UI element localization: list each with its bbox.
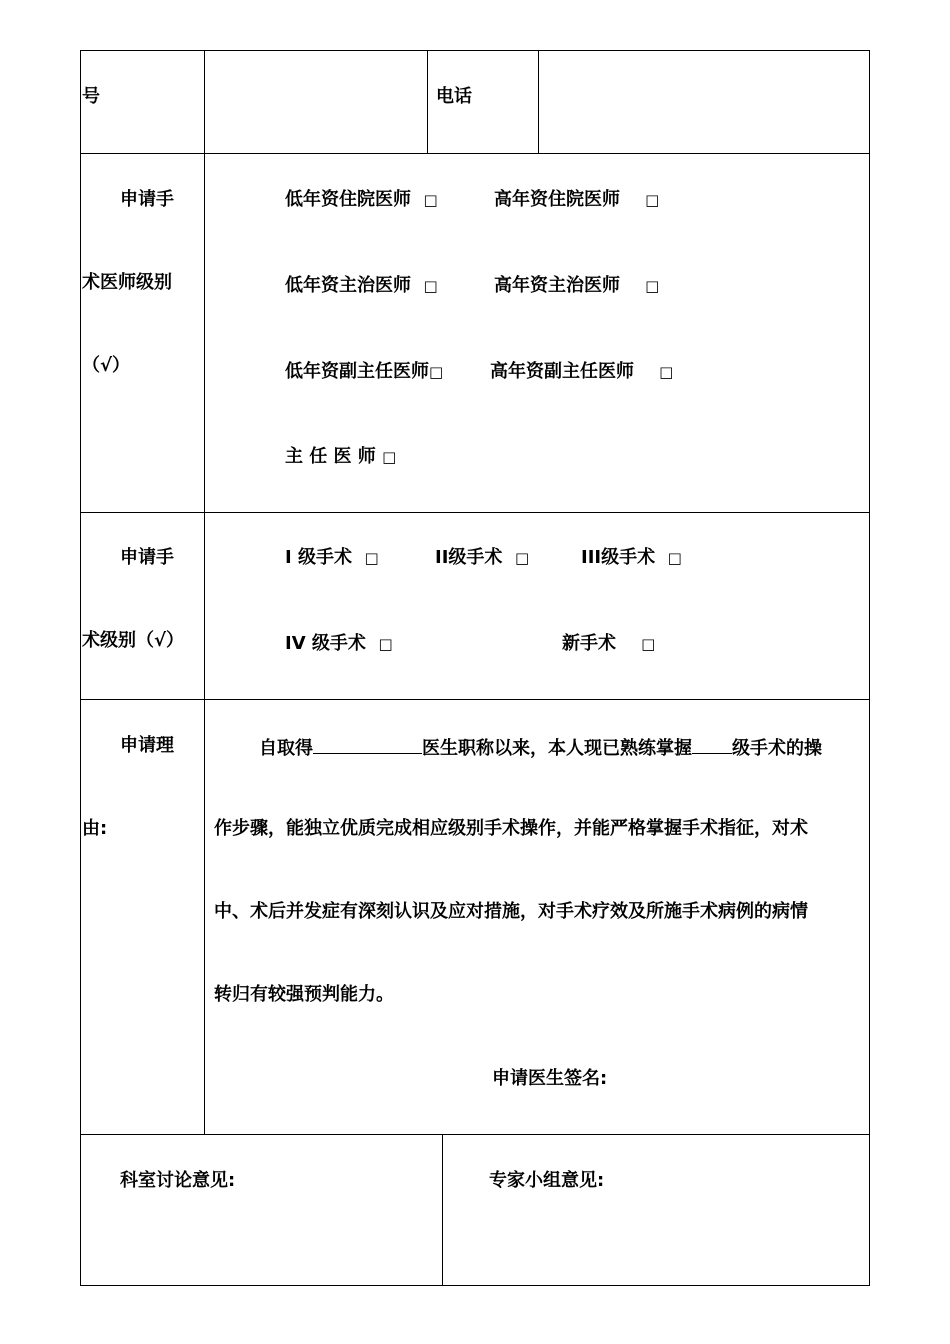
reason-label-line2: 由:: [82, 818, 108, 839]
checkbox[interactable]: □: [429, 363, 444, 381]
table-border-bottom: [80, 1285, 870, 1286]
doctor-level-label-line1: 申请手: [120, 189, 174, 210]
option-label: 低年资住院医师: [285, 189, 411, 210]
reason-paragraph-line1: [259, 735, 822, 760]
checkbox[interactable]: □: [667, 549, 682, 567]
row-divider: [80, 1134, 870, 1135]
doctor-level-option[interactable]: [285, 275, 438, 297]
checkbox[interactable]: □: [641, 635, 656, 653]
option-label: 低年资副主任医师: [285, 361, 429, 382]
checkbox[interactable]: □: [645, 277, 660, 295]
option-label: 新手术: [562, 633, 616, 654]
reason-paragraph-line2: 作步骤，能独立优质完成相应级别手术操作，并能严格掌握手术指征，对术: [214, 818, 808, 839]
doctor-level-option[interactable]: [494, 189, 659, 211]
reason-text: 级手术的操: [732, 738, 822, 759]
column-divider: [538, 50, 539, 153]
column-divider: [442, 1134, 443, 1285]
surgery-level-option[interactable]: [285, 633, 393, 655]
expert-opinion-field[interactable]: [444, 1200, 867, 1283]
doctor-level-option[interactable]: [494, 275, 659, 297]
phone-field[interactable]: [540, 52, 867, 152]
option-label: 高年资副主任医师: [490, 361, 634, 382]
surgery-level-option[interactable]: [581, 547, 682, 569]
option-label: 高年资主治医师: [494, 275, 620, 296]
column-divider: [204, 50, 205, 1134]
checkbox[interactable]: □: [423, 277, 438, 295]
option-label: IV 级手术: [285, 633, 366, 654]
reason-text: 自取得: [259, 738, 313, 759]
reason-label-line1: 申请理: [120, 735, 174, 756]
doctor-level-label-line2: 术医师级别: [82, 272, 172, 293]
department-opinion-field[interactable]: [82, 1200, 440, 1283]
surgery-level-label-line2: 术级别（√）: [82, 630, 185, 651]
reason-paragraph-line3: 中、术后并发症有深刻认识及应对措施，对手术疗效及所施手术病例的病情: [214, 901, 808, 922]
expert-opinion-label: 专家小组意见:: [489, 1170, 605, 1191]
level-blank-field[interactable]: [692, 735, 732, 754]
surgery-level-label-line1: 申请手: [120, 547, 174, 568]
applicant-signature-label: 申请医生签名:: [492, 1068, 608, 1089]
option-label: 主 任 医 师: [285, 446, 376, 467]
checkbox[interactable]: □: [364, 549, 379, 567]
row-divider: [80, 699, 870, 700]
doctor-level-option[interactable]: [285, 446, 396, 468]
surgery-level-option[interactable]: [435, 547, 529, 569]
checkbox[interactable]: □: [378, 635, 393, 653]
surgery-level-option[interactable]: [562, 633, 655, 655]
checkbox[interactable]: □: [514, 549, 530, 567]
department-opinion-label: 科室讨论意见:: [120, 1170, 236, 1191]
table-border-left: [80, 50, 81, 1285]
option-label: I 级手术: [285, 547, 352, 568]
checkbox[interactable]: □: [382, 448, 397, 466]
row-divider: [80, 512, 870, 513]
reason-text: 医生职称以来，本人现已熟练掌握: [422, 738, 692, 759]
checkbox[interactable]: □: [423, 191, 438, 209]
table-border-top: [80, 50, 870, 51]
checkbox[interactable]: □: [645, 191, 660, 209]
option-label: II级手术: [435, 547, 503, 568]
phone-label: 电话: [436, 86, 472, 107]
id-number-label: 号: [82, 86, 100, 107]
table-border-right: [869, 50, 870, 1285]
option-label: 低年资主治医师: [285, 275, 411, 296]
doctor-level-label-line3: （√）: [82, 355, 131, 376]
row-divider: [80, 153, 870, 154]
column-divider: [427, 50, 428, 153]
option-label: III级手术: [581, 547, 656, 568]
title-blank-field[interactable]: [313, 735, 422, 754]
surgery-level-option[interactable]: [285, 547, 379, 569]
id-number-field[interactable]: [206, 52, 425, 152]
doctor-level-option[interactable]: [490, 361, 673, 383]
option-label: 高年资住院医师: [494, 189, 620, 210]
reason-paragraph-line4: 转归有较强预判能力。: [214, 984, 394, 1005]
doctor-level-option[interactable]: [285, 189, 438, 211]
doctor-level-option[interactable]: [285, 361, 443, 383]
checkbox[interactable]: □: [659, 363, 674, 381]
